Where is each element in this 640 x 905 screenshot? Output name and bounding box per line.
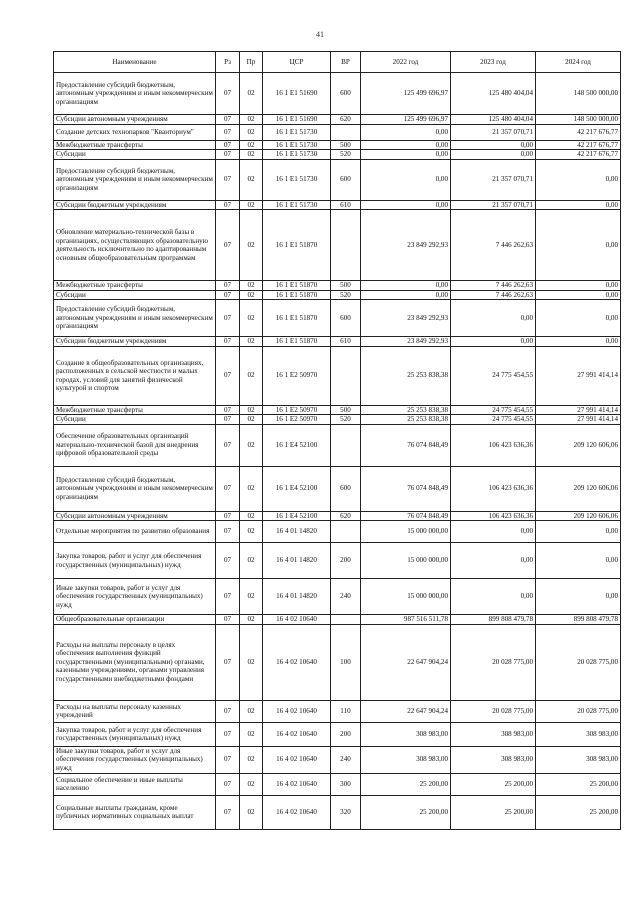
cell-vr: 500 (331, 281, 361, 291)
cell-rz: 07 (216, 466, 240, 511)
cell-vr (331, 346, 361, 405)
cell-name: Создание в общеобразовательных организациях, расположенных в сельской местности и малых городах, условий для занятий физической культурой и спортом (54, 346, 216, 405)
cell-csr: 16 1 E1 51730 (263, 159, 331, 200)
cell-name: Общеобразовательные организации (54, 615, 216, 625)
cell-vr: 200 (331, 722, 361, 746)
cell-y2022: 23 849 292,93 (361, 300, 451, 337)
cell-pr: 02 (240, 73, 263, 115)
cell-y2022: 987 516 511,78 (361, 615, 451, 625)
cell-name: Отдельные мероприятия по развитию образования (54, 521, 216, 543)
cell-pr: 02 (240, 615, 263, 625)
cell-rz: 07 (216, 746, 240, 773)
cell-y2024: 209 120 606,06 (536, 466, 621, 511)
cell-pr: 02 (240, 624, 263, 700)
cell-rz: 07 (216, 773, 240, 795)
cell-vr: 520 (331, 290, 361, 300)
cell-rz: 07 (216, 290, 240, 300)
cell-csr: 16 1 E1 51870 (263, 281, 331, 291)
cell-name: Субсидии (54, 150, 216, 160)
cell-vr: 240 (331, 579, 361, 615)
table-row (54, 415, 621, 425)
cell-name: Межбюджетные трансферты (54, 281, 216, 291)
cell-y2023: 106 423 636,36 (451, 511, 536, 521)
header-name: Наименование (54, 52, 216, 73)
cell-y2024: 27 991 414,14 (536, 405, 621, 415)
cell-y2022: 25 253 838,38 (361, 415, 451, 425)
cell-name: Расходы на выплаты персоналу в целях обеспечения выполнения функций государственными (муниципальными) органами, казенными учреждениями, органами управления государственными внебюджетными фондами (54, 624, 216, 700)
cell-csr: 16 1 E1 51730 (263, 140, 331, 150)
cell-rz: 07 (216, 281, 240, 291)
cell-y2024: 0,00 (536, 337, 621, 347)
cell-name: Создание детских технопарков "Кванториум" (54, 124, 216, 140)
cell-y2024: 148 500 000,00 (536, 73, 621, 115)
cell-name: Обновление материально-технической базы в организациях, осуществляющих образовательную деятельность исключительно по адаптированным основным общеобразовательным программам (54, 210, 216, 281)
cell-vr: 600 (331, 159, 361, 200)
cell-name: Предоставление субсидий бюджетным, автономным учреждениям и иным некоммерческим организациям (54, 466, 216, 511)
cell-rz: 07 (216, 140, 240, 150)
cell-rz: 07 (216, 300, 240, 337)
table-row (54, 405, 621, 415)
cell-vr: 240 (331, 746, 361, 773)
cell-vr: 610 (331, 337, 361, 347)
cell-vr (331, 424, 361, 466)
cell-csr: 16 1 E1 51730 (263, 124, 331, 140)
table-header-row (54, 52, 621, 73)
cell-rz: 07 (216, 795, 240, 829)
cell-csr: 16 1 E1 51730 (263, 150, 331, 160)
cell-pr: 02 (240, 415, 263, 425)
cell-y2022: 15 000 000,00 (361, 543, 451, 579)
table-row (54, 73, 621, 115)
cell-y2023: 0,00 (451, 521, 536, 543)
table-row (54, 346, 621, 405)
cell-pr: 02 (240, 521, 263, 543)
cell-pr: 02 (240, 150, 263, 160)
cell-csr: 16 4 02 10640 (263, 773, 331, 795)
cell-name: Социальное обеспечение и иные выплаты населению (54, 773, 216, 795)
cell-rz: 07 (216, 722, 240, 746)
cell-csr: 16 1 E4 52100 (263, 424, 331, 466)
table-row (54, 290, 621, 300)
cell-y2023: 308 983,00 (451, 722, 536, 746)
cell-rz: 07 (216, 615, 240, 625)
cell-y2024: 42 217 676,77 (536, 124, 621, 140)
cell-vr: 500 (331, 405, 361, 415)
cell-y2024: 42 217 676,77 (536, 150, 621, 160)
cell-name: Субсидии бюджетным учреждениям (54, 337, 216, 347)
cell-y2022: 0,00 (361, 159, 451, 200)
cell-name: Закупка товаров, работ и услуг для обеспечения государственных (муниципальных) нужд (54, 722, 216, 746)
cell-y2022: 22 647 904,24 (361, 624, 451, 700)
cell-name: Закупка товаров, работ и услуг для обеспечения государственных (муниципальных) нужд (54, 543, 216, 579)
cell-name: Иные закупки товаров, работ и услуг для обеспечения государственных (муниципальных) нужд (54, 746, 216, 773)
cell-y2022: 0,00 (361, 281, 451, 291)
table-row (54, 700, 621, 722)
cell-y2023: 0,00 (451, 300, 536, 337)
cell-name: Субсидии автономным учреждениям (54, 115, 216, 125)
cell-y2023: 21 357 070,71 (451, 200, 536, 210)
cell-y2024: 308 983,00 (536, 722, 621, 746)
cell-rz: 07 (216, 124, 240, 140)
cell-y2024: 899 808 479,78 (536, 615, 621, 625)
cell-csr: 16 1 E4 52100 (263, 466, 331, 511)
page-number: 41 (316, 30, 324, 39)
cell-csr: 16 1 E1 51870 (263, 210, 331, 281)
cell-name: Субсидии автономным учреждениям (54, 511, 216, 521)
table-row (54, 337, 621, 347)
cell-y2024: 0,00 (536, 200, 621, 210)
cell-y2023: 20 028 775,00 (451, 624, 536, 700)
cell-y2024: 25 200,00 (536, 795, 621, 829)
cell-pr: 02 (240, 746, 263, 773)
cell-y2023: 7 446 262,63 (451, 281, 536, 291)
cell-y2024: 148 500 000,00 (536, 115, 621, 125)
cell-y2024: 0,00 (536, 300, 621, 337)
cell-csr: 16 1 E1 51870 (263, 300, 331, 337)
cell-csr: 16 1 E1 51730 (263, 200, 331, 210)
cell-csr: 16 1 E4 52100 (263, 511, 331, 521)
cell-y2024: 209 120 606,06 (536, 511, 621, 521)
cell-y2024: 209 120 606,06 (536, 424, 621, 466)
cell-y2023: 106 423 636,36 (451, 466, 536, 511)
table-row (54, 722, 621, 746)
cell-pr: 02 (240, 124, 263, 140)
cell-y2023: 21 357 070,71 (451, 159, 536, 200)
cell-pr: 02 (240, 200, 263, 210)
table-row (54, 150, 621, 160)
cell-pr: 02 (240, 700, 263, 722)
cell-y2022: 0,00 (361, 150, 451, 160)
cell-y2024: 20 028 775,00 (536, 700, 621, 722)
cell-y2023: 25 200,00 (451, 795, 536, 829)
cell-pr: 02 (240, 337, 263, 347)
cell-y2023: 125 480 404,04 (451, 73, 536, 115)
header-pr: Пр (240, 52, 263, 73)
cell-y2022: 76 074 848,49 (361, 511, 451, 521)
cell-vr (331, 521, 361, 543)
cell-pr: 02 (240, 795, 263, 829)
cell-y2024: 0,00 (536, 290, 621, 300)
table-row (54, 466, 621, 511)
cell-vr: 600 (331, 73, 361, 115)
header-csr: ЦСР (263, 52, 331, 73)
cell-pr: 02 (240, 300, 263, 337)
table-row (54, 115, 621, 125)
cell-vr (331, 124, 361, 140)
cell-y2022: 23 849 292,93 (361, 210, 451, 281)
cell-y2024: 0,00 (536, 521, 621, 543)
budget-table (53, 51, 621, 830)
cell-name: Предоставление субсидий бюджетным, автономным учреждениям и иным некоммерческим организациям (54, 73, 216, 115)
cell-y2023: 0,00 (451, 140, 536, 150)
cell-rz: 07 (216, 346, 240, 405)
cell-y2023: 899 808 479,78 (451, 615, 536, 625)
cell-vr: 620 (331, 511, 361, 521)
cell-pr: 02 (240, 424, 263, 466)
cell-y2024: 308 983,00 (536, 746, 621, 773)
cell-name: Обеспечение образовательных организаций материально-технической базой для внедрения цифровой образовательной среды (54, 424, 216, 466)
cell-name: Расходы на выплаты персоналу казенных учреждений (54, 700, 216, 722)
cell-csr: 16 4 02 10640 (263, 722, 331, 746)
cell-rz: 07 (216, 150, 240, 160)
header-2024: 2024 год (536, 52, 621, 73)
cell-y2023: 7 446 262,63 (451, 210, 536, 281)
cell-vr: 300 (331, 773, 361, 795)
cell-y2022: 0,00 (361, 200, 451, 210)
cell-rz: 07 (216, 543, 240, 579)
cell-pr: 02 (240, 579, 263, 615)
cell-y2023: 106 423 636,36 (451, 424, 536, 466)
table-row (54, 200, 621, 210)
cell-csr: 16 1 E2 50970 (263, 346, 331, 405)
cell-pr: 02 (240, 543, 263, 579)
cell-pr: 02 (240, 773, 263, 795)
cell-y2024: 42 217 676,77 (536, 140, 621, 150)
table-body (54, 73, 621, 830)
cell-y2023: 0,00 (451, 337, 536, 347)
cell-y2022: 25 200,00 (361, 773, 451, 795)
cell-y2023: 20 028 775,00 (451, 700, 536, 722)
cell-csr: 16 4 02 10640 (263, 700, 331, 722)
cell-csr: 16 4 02 10640 (263, 624, 331, 700)
cell-name: Субсидии (54, 415, 216, 425)
cell-rz: 07 (216, 700, 240, 722)
cell-csr: 16 4 01 14820 (263, 579, 331, 615)
cell-rz: 07 (216, 405, 240, 415)
cell-csr: 16 1 E1 51870 (263, 290, 331, 300)
cell-vr: 600 (331, 466, 361, 511)
cell-rz: 07 (216, 73, 240, 115)
cell-y2022: 0,00 (361, 290, 451, 300)
cell-vr: 320 (331, 795, 361, 829)
cell-y2023: 25 200,00 (451, 773, 536, 795)
cell-y2022: 15 000 000,00 (361, 521, 451, 543)
cell-csr: 16 1 E1 51690 (263, 73, 331, 115)
cell-y2022: 76 074 848,49 (361, 424, 451, 466)
cell-pr: 02 (240, 722, 263, 746)
cell-y2022: 23 849 292,93 (361, 337, 451, 347)
cell-pr: 02 (240, 281, 263, 291)
table-row (54, 579, 621, 615)
cell-csr: 16 4 01 14820 (263, 521, 331, 543)
table-row (54, 210, 621, 281)
cell-name: Межбюджетные трансферты (54, 140, 216, 150)
table-row (54, 746, 621, 773)
header-2023: 2023 год (451, 52, 536, 73)
cell-y2022: 76 074 848,49 (361, 466, 451, 511)
cell-rz: 07 (216, 337, 240, 347)
cell-name: Социальные выплаты гражданам, кроме публичных нормативных социальных выплат (54, 795, 216, 829)
table-row (54, 543, 621, 579)
cell-rz: 07 (216, 159, 240, 200)
cell-vr: 200 (331, 543, 361, 579)
cell-y2024: 20 028 775,00 (536, 624, 621, 700)
cell-y2024: 25 200,00 (536, 773, 621, 795)
cell-y2023: 21 357 070,71 (451, 124, 536, 140)
table-row (54, 124, 621, 140)
table-row (54, 140, 621, 150)
cell-csr: 16 1 E1 51690 (263, 115, 331, 125)
cell-y2024: 0,00 (536, 543, 621, 579)
cell-csr: 16 4 02 10640 (263, 615, 331, 625)
cell-rz: 07 (216, 521, 240, 543)
header-rz: Рз (216, 52, 240, 73)
cell-y2023: 24 775 454,55 (451, 346, 536, 405)
cell-pr: 02 (240, 346, 263, 405)
cell-pr: 02 (240, 466, 263, 511)
cell-y2022: 25 200,00 (361, 795, 451, 829)
cell-name: Межбюджетные трансферты (54, 405, 216, 415)
cell-rz: 07 (216, 511, 240, 521)
cell-pr: 02 (240, 511, 263, 521)
cell-y2023: 7 446 262,63 (451, 290, 536, 300)
cell-vr: 100 (331, 624, 361, 700)
header-2022: 2022 год (361, 52, 451, 73)
cell-vr: 620 (331, 115, 361, 125)
cell-y2024: 0,00 (536, 579, 621, 615)
cell-pr: 02 (240, 115, 263, 125)
cell-y2022: 25 253 838,38 (361, 346, 451, 405)
cell-y2022: 15 000 000,00 (361, 579, 451, 615)
cell-y2022: 25 253 838,38 (361, 405, 451, 415)
table-row (54, 281, 621, 291)
cell-name: Предоставление субсидий бюджетным, автономным учреждениям и иным некоммерческим организациям (54, 159, 216, 200)
cell-y2022: 308 983,00 (361, 722, 451, 746)
cell-rz: 07 (216, 200, 240, 210)
table-row (54, 624, 621, 700)
cell-y2023: 24 775 454,55 (451, 405, 536, 415)
cell-y2024: 0,00 (536, 281, 621, 291)
cell-vr: 600 (331, 300, 361, 337)
cell-y2023: 125 480 404,04 (451, 115, 536, 125)
cell-y2022: 308 983,00 (361, 746, 451, 773)
table-row (54, 615, 621, 625)
cell-vr: 610 (331, 200, 361, 210)
cell-y2024: 0,00 (536, 210, 621, 281)
cell-name: Субсидии бюджетным учреждениям (54, 200, 216, 210)
cell-y2022: 125 499 696,97 (361, 115, 451, 125)
cell-rz: 07 (216, 424, 240, 466)
cell-y2022: 0,00 (361, 140, 451, 150)
cell-csr: 16 1 E1 51870 (263, 337, 331, 347)
table-row (54, 773, 621, 795)
cell-rz: 07 (216, 210, 240, 281)
header-vr: ВР (331, 52, 361, 73)
table-row (54, 424, 621, 466)
cell-vr: 500 (331, 140, 361, 150)
cell-name: Иные закупки товаров, работ и услуг для обеспечения государственных (муниципальных) нужд (54, 579, 216, 615)
cell-csr: 16 4 02 10640 (263, 746, 331, 773)
table-row (54, 300, 621, 337)
cell-vr: 520 (331, 415, 361, 425)
cell-pr: 02 (240, 210, 263, 281)
cell-rz: 07 (216, 624, 240, 700)
cell-y2022: 125 499 696,97 (361, 73, 451, 115)
cell-vr: 520 (331, 150, 361, 160)
cell-y2023: 0,00 (451, 150, 536, 160)
cell-csr: 16 1 E2 50970 (263, 415, 331, 425)
cell-csr: 16 1 E2 50970 (263, 405, 331, 415)
cell-pr: 02 (240, 290, 263, 300)
cell-vr (331, 210, 361, 281)
cell-y2023: 24 775 454,55 (451, 415, 536, 425)
cell-y2023: 0,00 (451, 579, 536, 615)
cell-rz: 07 (216, 115, 240, 125)
cell-y2022: 0,00 (361, 124, 451, 140)
cell-y2024: 27 991 414,14 (536, 415, 621, 425)
cell-y2023: 308 983,00 (451, 746, 536, 773)
cell-name: Субсидии (54, 290, 216, 300)
cell-csr: 16 4 01 14820 (263, 543, 331, 579)
table-row (54, 521, 621, 543)
cell-vr (331, 615, 361, 625)
cell-pr: 02 (240, 405, 263, 415)
cell-rz: 07 (216, 579, 240, 615)
cell-csr: 16 4 02 10640 (263, 795, 331, 829)
cell-y2023: 0,00 (451, 543, 536, 579)
cell-y2024: 0,00 (536, 159, 621, 200)
cell-rz: 07 (216, 415, 240, 425)
cell-y2022: 22 647 904,24 (361, 700, 451, 722)
table-row (54, 511, 621, 521)
cell-y2024: 27 991 414,14 (536, 346, 621, 405)
table-row (54, 159, 621, 200)
cell-vr: 110 (331, 700, 361, 722)
table-row (54, 795, 621, 829)
cell-pr: 02 (240, 159, 263, 200)
cell-name: Предоставление субсидий бюджетным, автономным учреждениям и иным некоммерческим организациям (54, 300, 216, 337)
cell-pr: 02 (240, 140, 263, 150)
